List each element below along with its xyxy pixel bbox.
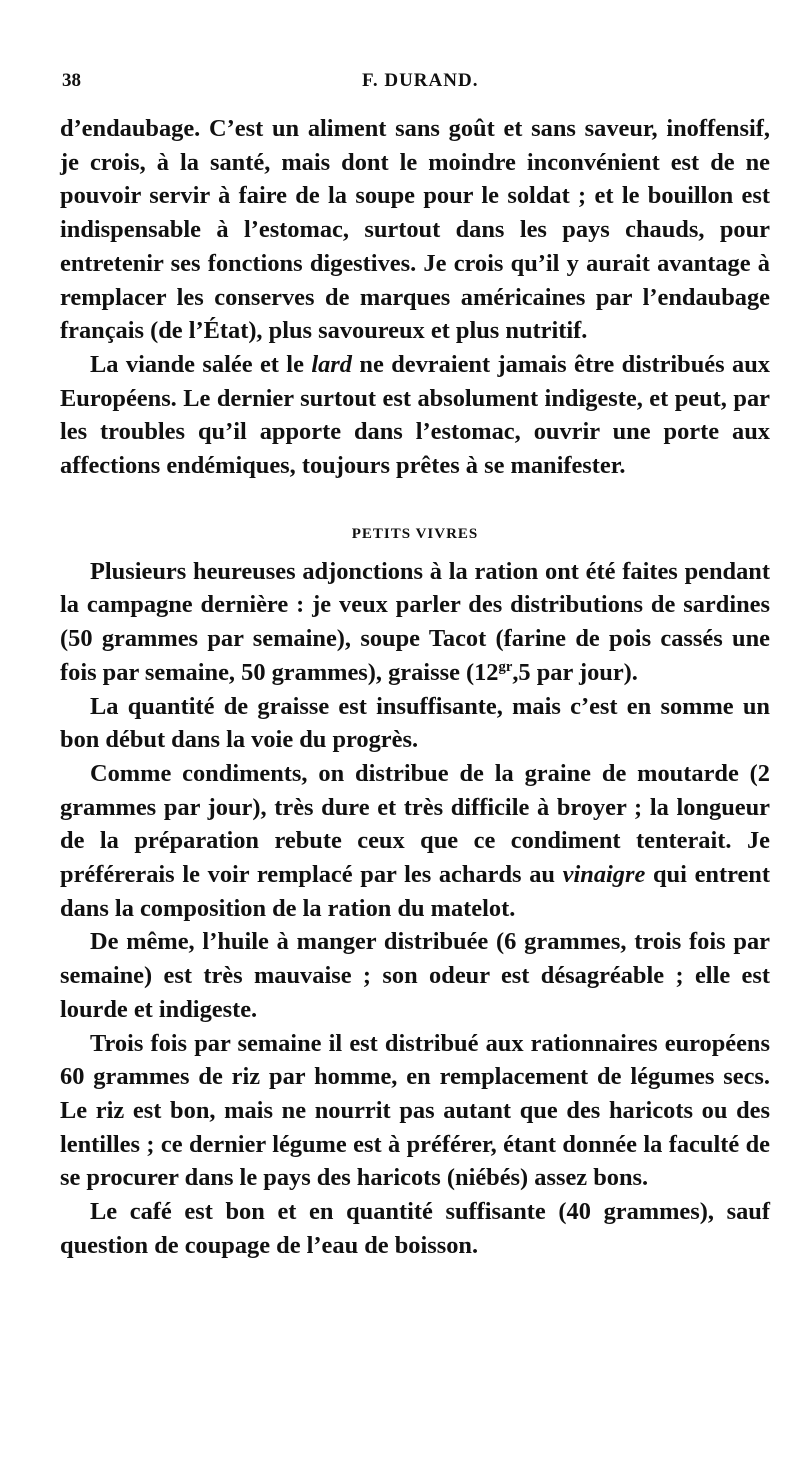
paragraph-viande-salee-before: La viande salée et le: [90, 350, 312, 378]
unit-superscript: gr: [498, 658, 513, 675]
paragraph-cafe: Le café est bon et en quantité suffisante (40 grammes), sauf question de coupage de l’eau de boisson.: [60, 1198, 770, 1259]
emphasis-vinaigre: vinaigre: [562, 861, 646, 889]
paragraph-sardines: [60, 555, 770, 690]
paragraph-endaubage: d’endaubage. C’est un aliment sans goût et sans saveur, inoffensif, je crois, à la santé, mais dont le moindre inconvénient est de ne pouvoir servir à faire de la soupe pour le soldat ; et le bouillon est indispensable à l’estomac, surtout dans les pays chauds, pour entretenir ses fonctions digestives. Je crois qu’il y aurait avantage à remplacer les conserves de marques américaines par l’endaubage français (de l’État), plus savoureux et plus nutritif.: [60, 115, 770, 345]
paragraph-sardines-after: ,5 par jour).: [512, 658, 638, 686]
paragraph-huile: De même, l’huile à manger distribuée (6 grammes, trois fois par semaine) est très mauvaise ; son odeur est désagréable ; elle est lourde et indigeste.: [60, 928, 770, 1023]
paragraph-condiments: [60, 757, 770, 926]
paragraph-condiments-after: qui entrent dans la composition de la ration du matelot.: [60, 861, 770, 922]
paragraph-sardines-before: Plusieurs heureuses adjonctions à la ration ont été faites pendant la campagne dernière : je veux parler des distributions de sardines (50 grammes par semaine), soupe Tacot (farine de pois cassés une fois par semaine, 50 grammes), graisse (12: [60, 557, 770, 686]
paragraph-viande-salee: [60, 348, 770, 483]
paragraph-viande-salee-after: ne devraient jamais être distribués aux Européens. Le dernier surtout est absolument indigeste, et peut, par les troubles qu’il apporte dans l’estomac, ouvrir une porte aux affections endémiques, toujours prêtes à se manifester.: [60, 350, 770, 480]
running-title: F. DURAND.: [362, 70, 479, 91]
body-text: [60, 112, 770, 1263]
section-heading: PETITS VIVRES: [351, 525, 479, 542]
running-head: [62, 70, 770, 98]
paragraph-condiments-before: Comme condiments, on distribue de la graine de moutarde (2 grammes par jour), très dure et très difficile à broyer ; la longueur de la préparation rebute ceux que ce condiment tenterait. Je préférerais le voir remplacé par les achards au: [60, 759, 770, 889]
paragraph-riz: Trois fois par semaine il est distribué aux rationnaires européens 60 grammes de riz par homme, en remplacement de légumes secs. Le riz est bon, mais ne nourrit pas autant que des haricots ou des lentilles ; ce dernier légume est à préférer, étant donnée la faculté de se procurer dans le pays des haricots (niébés) assez bons.: [60, 1029, 770, 1192]
page-number: 38: [62, 70, 81, 91]
paragraph-graisse: La quantité de graisse est insuffisante, mais c’est en somme un bon début dans la voie du progrès.: [60, 692, 770, 754]
emphasis-lard: lard: [311, 350, 352, 378]
